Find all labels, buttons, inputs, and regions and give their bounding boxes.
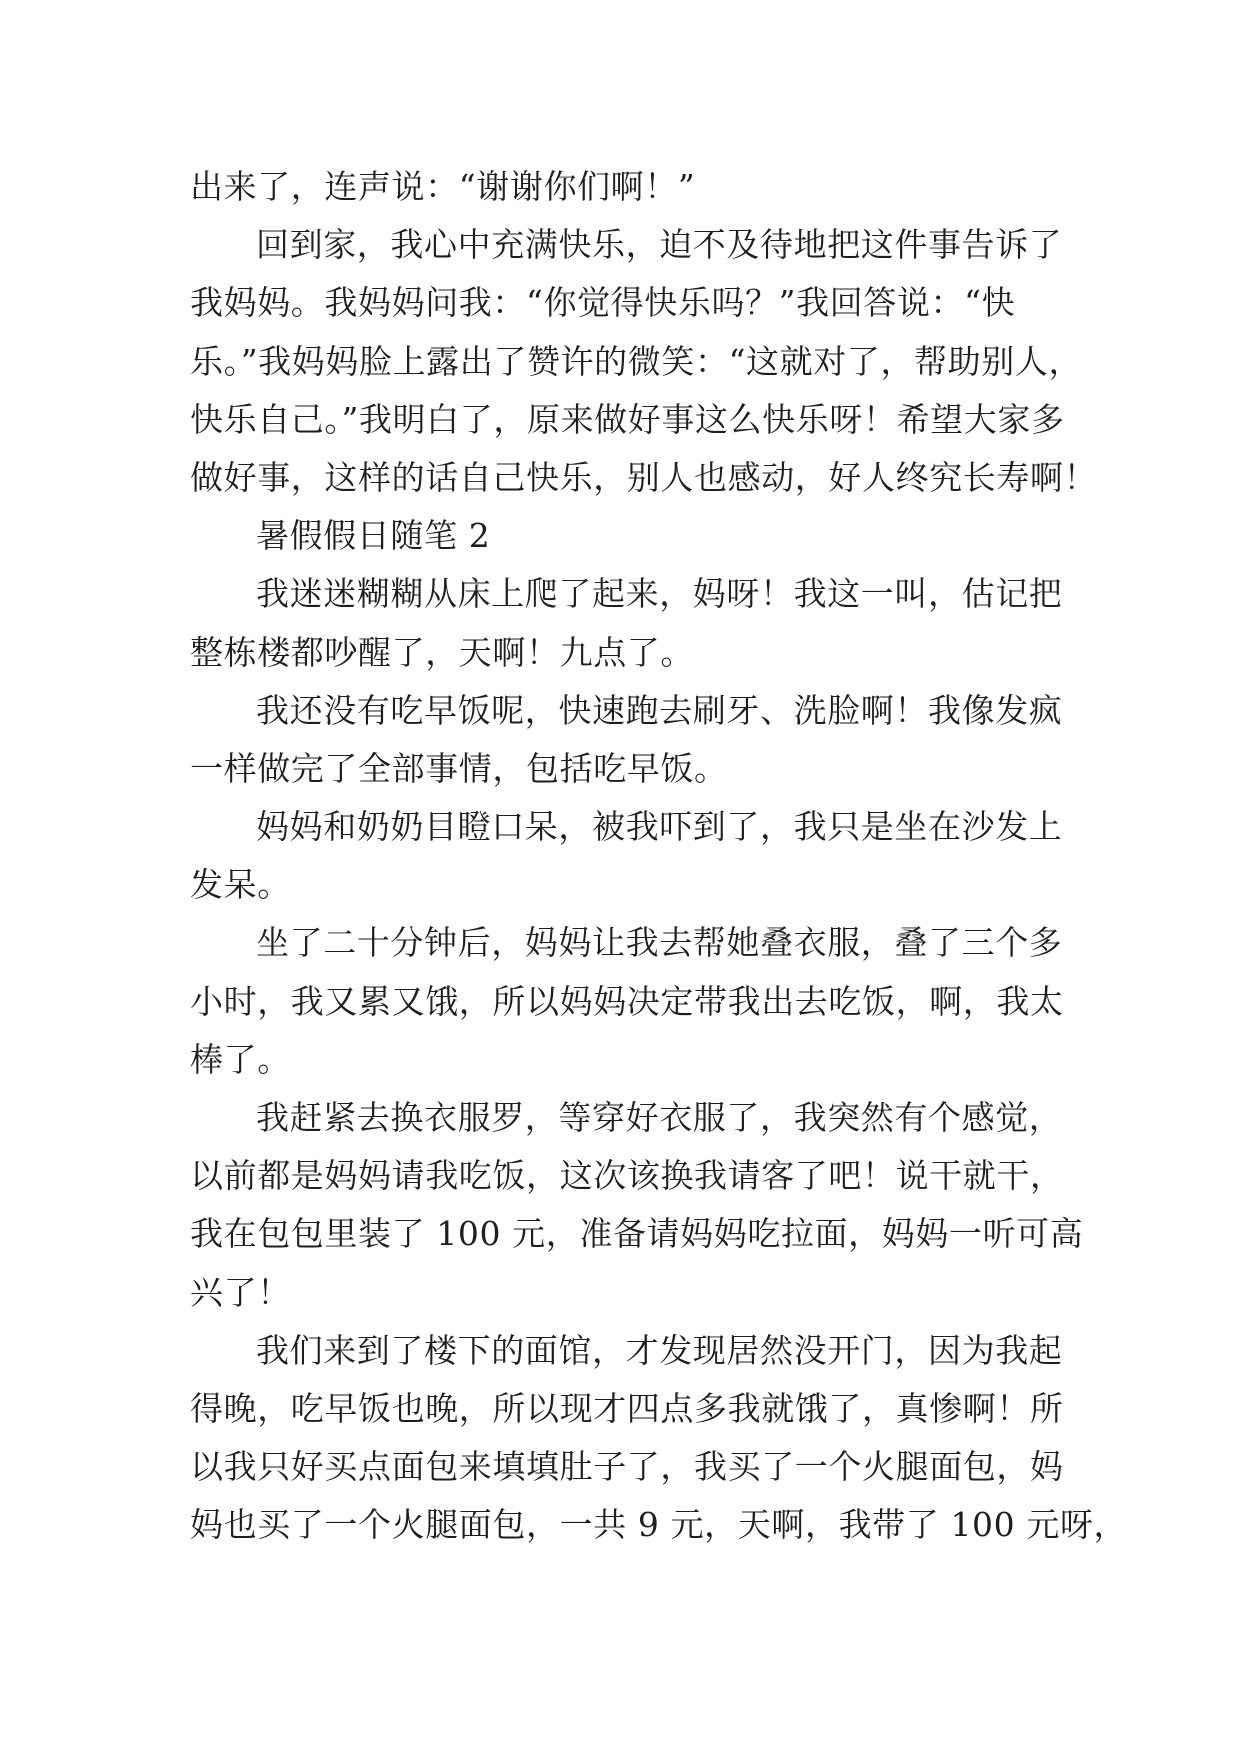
text-line: 发呆。 xyxy=(190,865,291,905)
text-line: 我赶紧去换衣服罗，等穿好衣服了，我突然有个感觉， xyxy=(256,1098,1063,1137)
text-line: 妈妈和奶奶目瞪口呆，被我吓到了，我只是坐在沙发上 xyxy=(256,807,1063,847)
text-line: 兴了！ xyxy=(190,1272,291,1312)
text-line: 以我只好买点面包来填填肚子了，我买了一个火腿面包，妈 xyxy=(190,1447,1064,1487)
text-line: 我还没有吃早饭呢，快速跑去刷牙、洗脸啊！我像发疯 xyxy=(256,690,1063,730)
section-heading: 暑假假日随笔 2 xyxy=(256,516,491,556)
text-line: 整栋楼都吵醒了，天啊！九点了。 xyxy=(190,632,694,672)
text-line: 小时，我又累又饿，所以妈妈决定带我出去吃饭，啊，我太 xyxy=(190,981,1064,1021)
text-line: 坐了二十分钟后，妈妈让我去帮她叠衣服，叠了三个多 xyxy=(256,923,1063,963)
text-line: 我们来到了楼下的面馆，才发现居然没开门，因为我起 xyxy=(256,1330,1063,1370)
text-line: 得晚，吃早饭也晚，所以现才四点多我就饿了，真惨啊！所 xyxy=(190,1388,1064,1428)
text-line: 一样做完了全部事情，包括吃早饭。 xyxy=(190,748,728,788)
text-line: 做好事，这样的话自己快乐，别人也感动，好人终究长寿啊！ xyxy=(190,457,1098,497)
text-line: 我迷迷糊糊从床上爬了起来，妈呀！我这一叫，估记把 xyxy=(256,574,1063,614)
text-line: 出来了，连声说：“谢谢你们啊！” xyxy=(190,167,696,206)
document-body xyxy=(190,158,1128,1555)
text-line: 我在包包里装了 100 元，准备请妈妈吃拉面，妈妈一听可高 xyxy=(190,1214,1084,1254)
text-line: 乐。”我妈妈脸上露出了赞许的微笑：“这就对了，帮助别人， xyxy=(190,341,1083,381)
text-line: 回到家，我心中充满快乐，迫不及待地把这件事告诉了 xyxy=(256,225,1063,265)
text-line: 棒了。 xyxy=(190,1039,291,1079)
text-line: 快乐自己。”我明白了，原来做好事这么快乐呀！希望大家多 xyxy=(190,399,1065,439)
text-line: 妈也买了一个火腿面包，一共 9 元，天啊，我带了 100 元呀， xyxy=(190,1505,1128,1545)
text-line: 我妈妈。我妈妈问我：“你觉得快乐吗？”我回答说：“快 xyxy=(190,283,1016,323)
text-line: 以前都是妈妈请我吃饭，这次该换我请客了吧！说干就干， xyxy=(190,1156,1064,1196)
